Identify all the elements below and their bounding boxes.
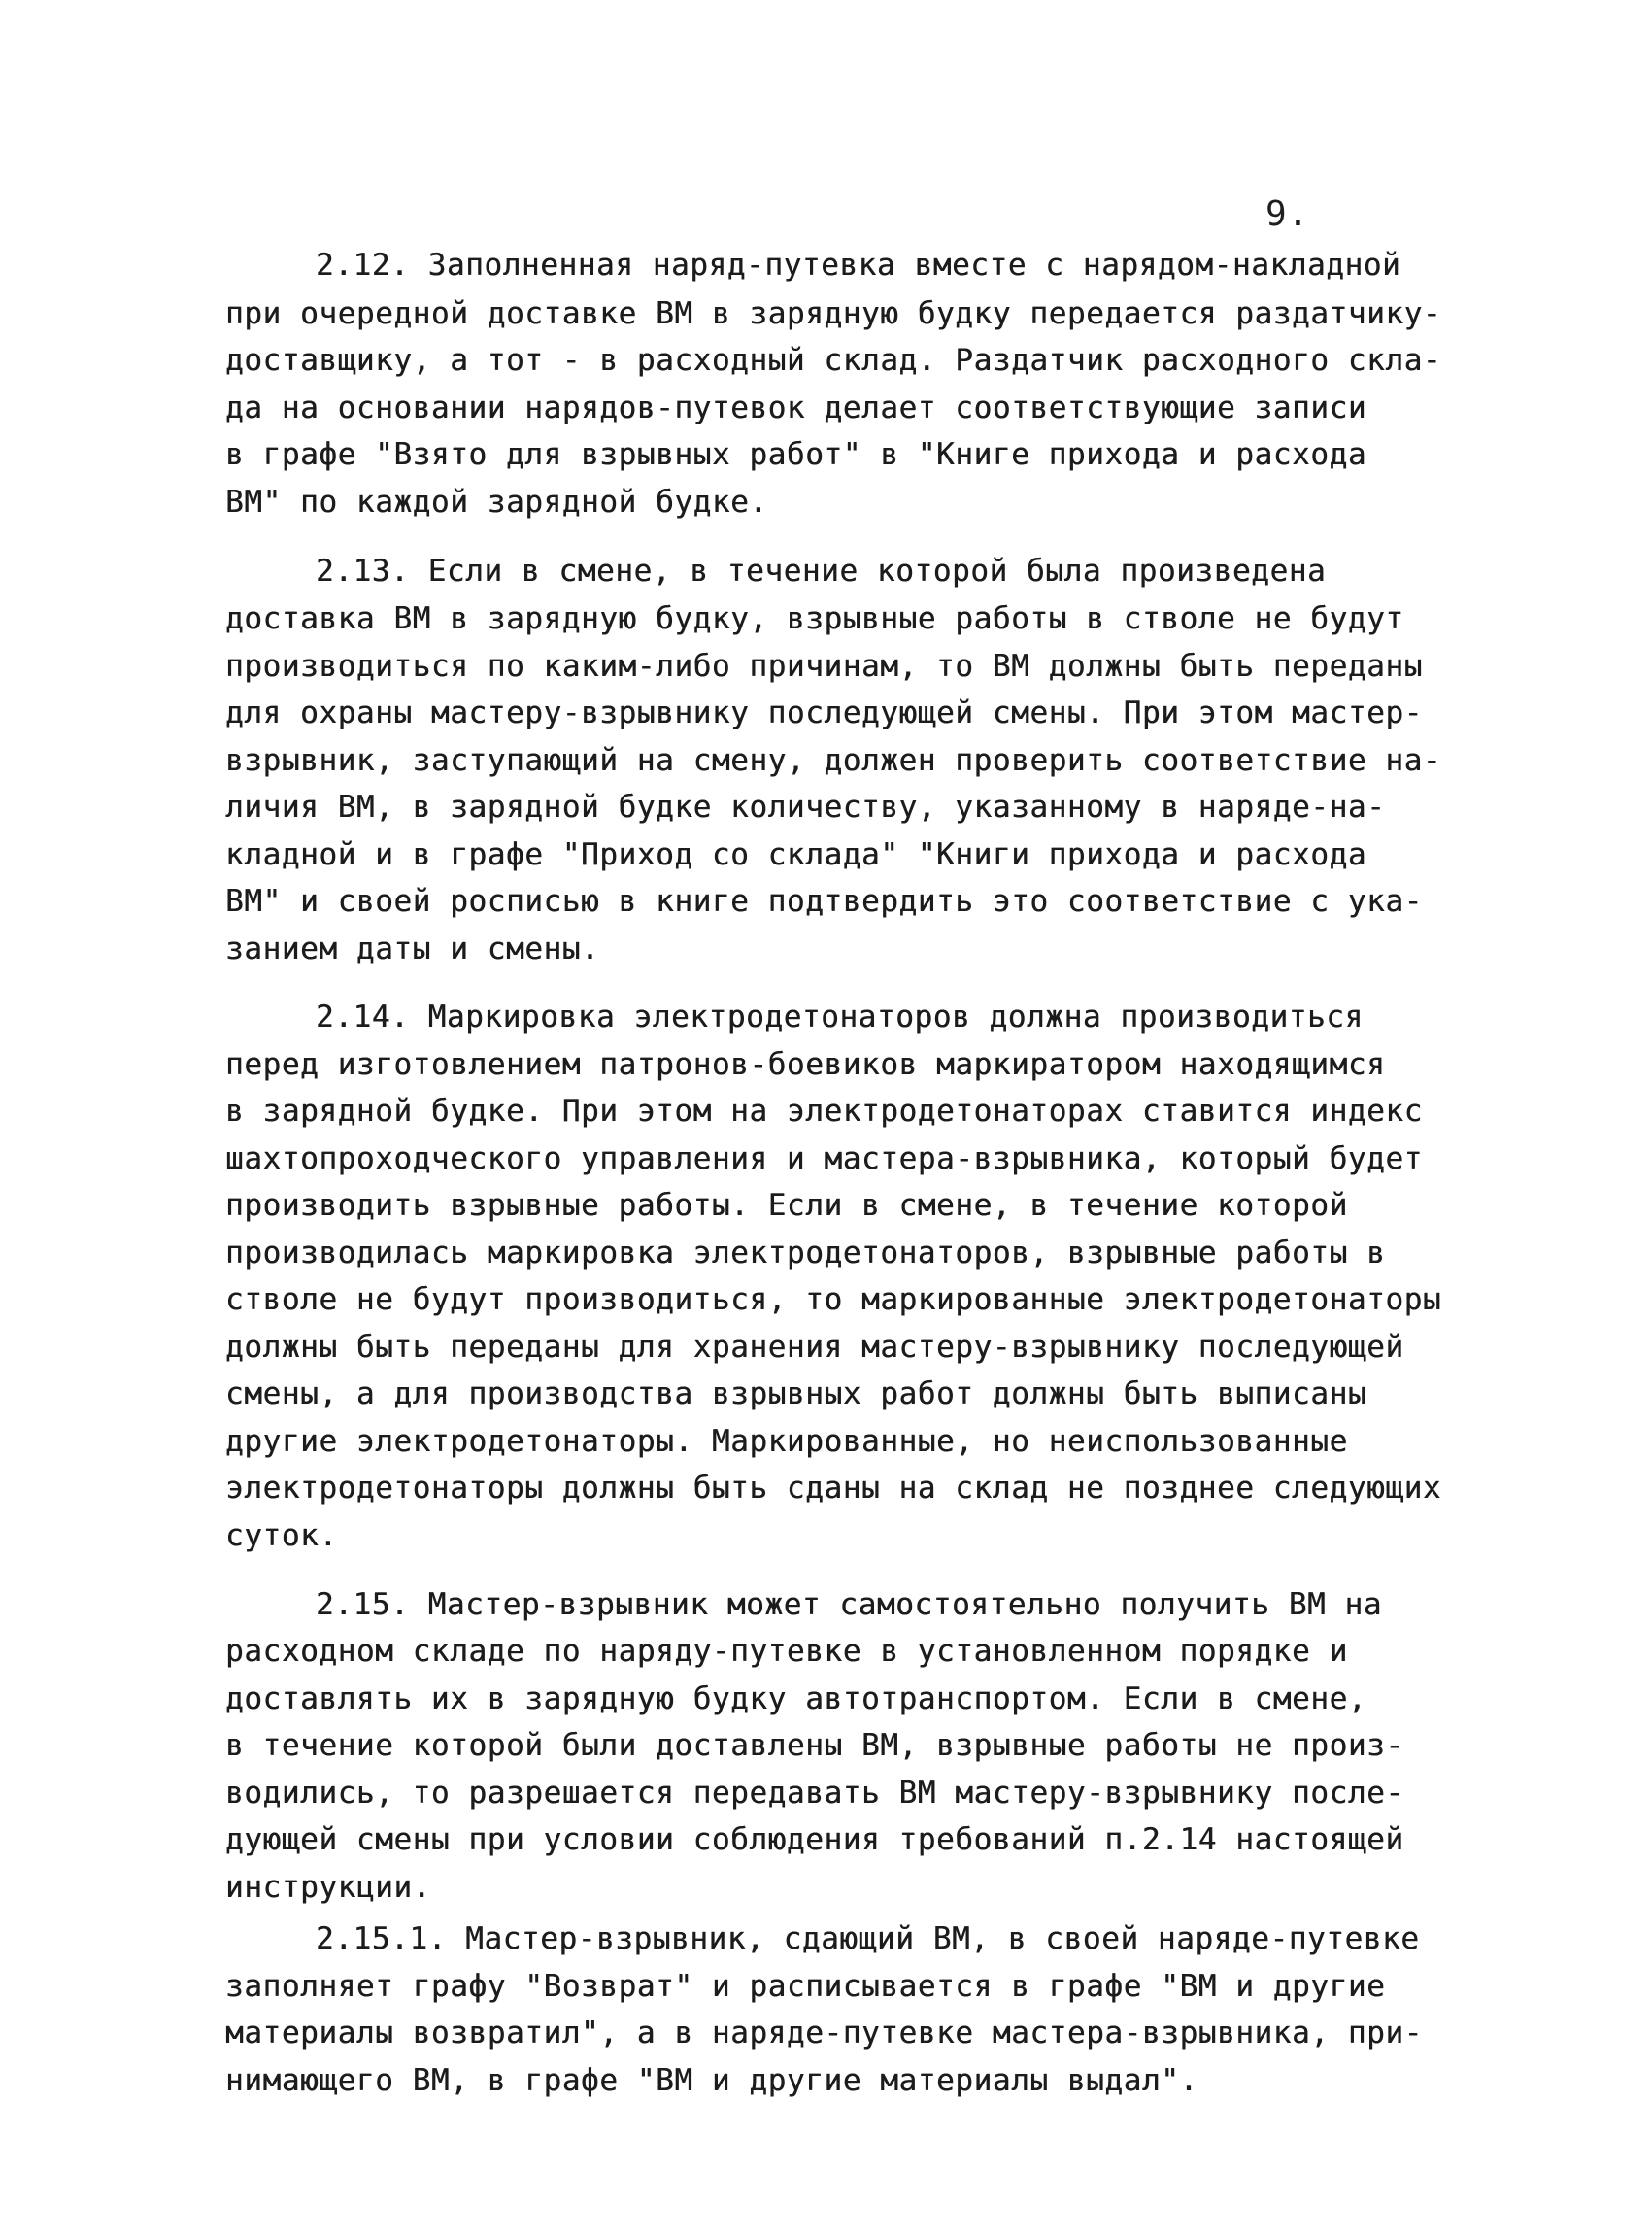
paragraph-line: 2.13. Если в смене, в течение которой была произведена — [316, 554, 1327, 589]
paragraph-line: доставка ВМ в зарядную будку, взрывные работы в стволе не будут — [225, 601, 1404, 636]
page-number: 9. — [1265, 194, 1310, 234]
paragraph-line: нимающего ВМ, в графе "ВМ и другие материалы выдал". — [225, 2063, 1198, 2098]
paragraph-line: 2.14. Маркировка электродетонаторов должна производиться — [316, 1000, 1364, 1034]
paragraph-line: производилась маркировка электродетонаторов, взрывные работы в — [225, 1236, 1386, 1271]
paragraph-line: смены, а для производства взрывных работ должны быть выписаны — [225, 1376, 1367, 1411]
paragraph-line: ВМ" и своей росписью в книге подтвердить это соответствие с ука- — [225, 884, 1423, 919]
paragraph-line: перед изготовлением патронов-боевиков маркиратором находящимся — [225, 1047, 1386, 1082]
paragraph-line: стволе не будут производиться, то маркированные электродетонаторы — [225, 1282, 1442, 1317]
paragraph-line: в течение которой были доставлены ВМ, взрывные работы не произ- — [225, 1728, 1404, 1763]
paragraph-line: 2.15.1. Мастер-взрывник, сдающий ВМ, в своей наряде-путевке — [316, 1921, 1420, 1956]
paragraph-line: производиться по каким-либо причинам, то ВМ должны быть переданы — [225, 649, 1423, 684]
paragraph-line: занием даты и смены. — [225, 932, 600, 966]
paragraph-line: в зарядной будке. При этом на электродетонаторах ставится индекс — [225, 1094, 1423, 1129]
paragraph-line: расходном складе по наряду-путевке в установленном порядке и — [225, 1634, 1348, 1669]
paragraph-line: заполняет графу "Возврат" и расписывается в графе "ВМ и другие — [225, 1969, 1386, 2004]
paragraph-line: 2.12. Заполненная наряд-путевка вместе с нарядом-накладной — [316, 248, 1401, 283]
paragraph-line: для охраны мастеру-взрывнику последующей смены. При этом мастер- — [225, 695, 1423, 730]
paragraph-line: доставлять их в зарядную будку автотранспортом. Если в смене, — [225, 1681, 1367, 1716]
paragraph-line: шахтопроходческого управления и мастера-взрывника, который будет — [225, 1141, 1423, 1176]
paragraph-line: ВМ" по каждой зарядной будке. — [225, 485, 768, 520]
paragraph-line: доставщику, а тот - в расходный склад. Раздатчик расходного скла- — [225, 343, 1442, 378]
paragraph-line: да на основании нарядов-путевок делает соответствующие записи — [225, 390, 1367, 425]
paragraph-line: в графе "Взято для взрывных работ" в "Книге прихода и расхода — [225, 437, 1367, 472]
paragraph-line: дующей смены при условии соблюдения требований п.2.14 настоящей — [225, 1822, 1404, 1857]
paragraph-line: водились, то разрешается передавать ВМ мастеру-взрывнику после- — [225, 1776, 1404, 1811]
paragraph-line: при очередной доставке ВМ в зарядную будку передается раздатчику- — [225, 296, 1442, 331]
paragraph-line: кладной и в графе "Приход со склада" "Книги прихода и расхода — [225, 837, 1367, 872]
paragraph-line: должны быть переданы для хранения мастеру-взрывнику последующей — [225, 1330, 1404, 1365]
paragraph-line: инструкции. — [225, 1870, 431, 1905]
paragraph-line: другие электродетонаторы. Маркированные, но неиспользованные — [225, 1424, 1348, 1459]
paragraph-line: суток. — [225, 1518, 338, 1553]
paragraph-line: личия ВМ, в зарядной будке количеству, указанному в наряде-на- — [225, 790, 1386, 825]
paragraph-line: 2.15. Мастер-взрывник может самостоятельно получить ВМ на — [316, 1587, 1383, 1622]
paragraph-line: электродетонаторы должны быть сданы на склад не позднее следующих — [225, 1471, 1442, 1506]
paragraph-line: материалы возвратил", а в наряде-путевке мастера-взрывника, при- — [225, 2016, 1423, 2051]
paragraph-line: взрывник, заступающий на смену, должен проверить соответствие на- — [225, 743, 1442, 778]
paragraph-line: производить взрывные работы. Если в смене, в течение которой — [225, 1188, 1348, 1223]
